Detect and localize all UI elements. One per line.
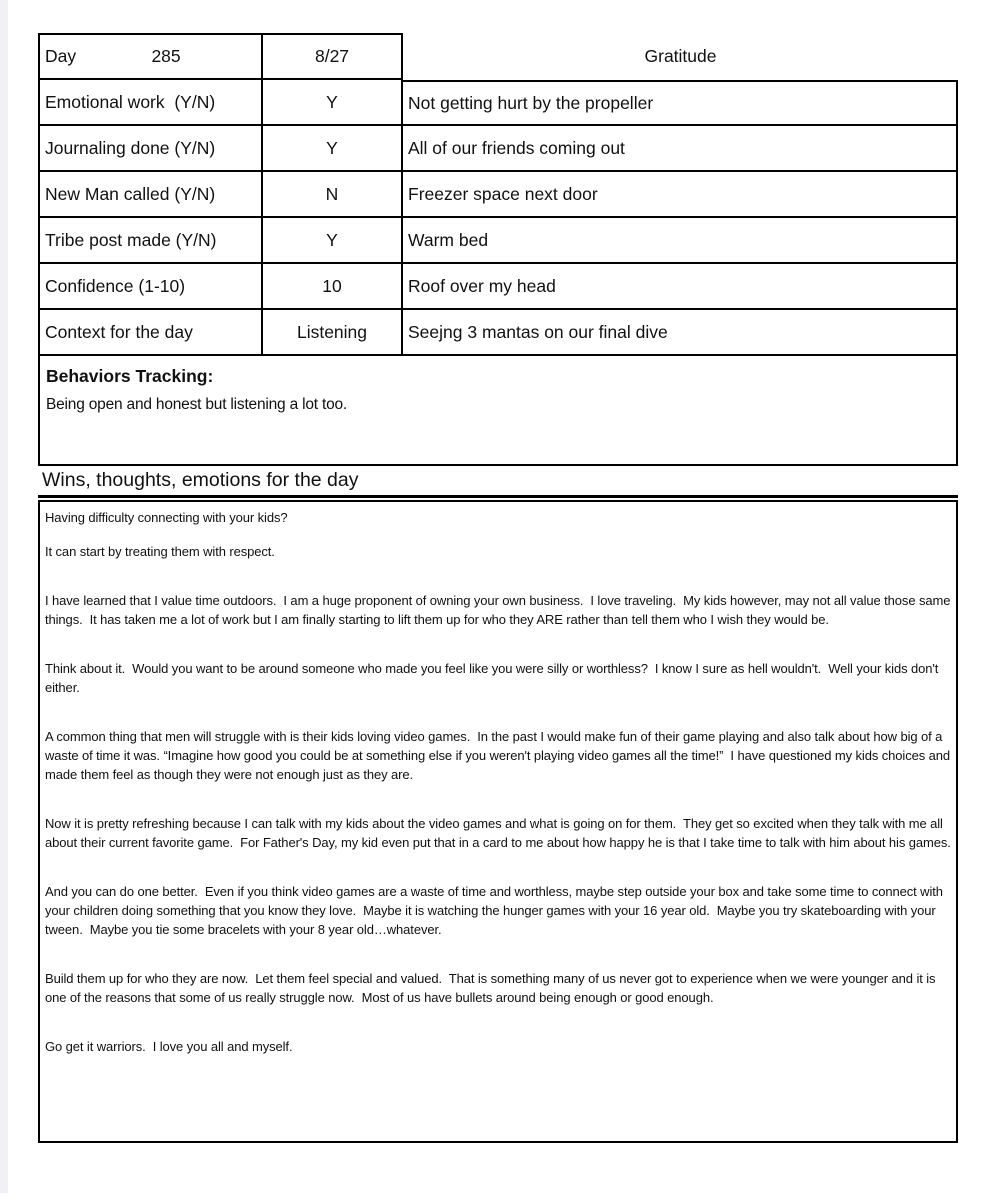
page-edge-strip [0, 0, 8, 1193]
tracker-row-value: 10 [263, 264, 403, 310]
gratitude-item: Warm bed [403, 218, 958, 264]
daily-tracker-table [38, 33, 958, 356]
tracker-row-label: Journaling done (Y/N) [38, 126, 263, 172]
wins-paragraph: I have learned that I value time outdoors. I am a huge proponent of owning your own business. I love traveling. My kids however, may not all value those same things. It has taken me a lot of work but I am finally starting to lift them up for who they ARE rather than tell them who I wish they would be. [45, 593, 954, 627]
wins-paragraph: Having difficulty connecting with your kids? [45, 510, 288, 525]
wins-paragraph: A common thing that men will struggle with is their kids loving video games. In the past I would make fun of their game playing and also talk about how big of a waste of time it was. “Imagine how good you could be at something else if you weren't playing video games all the time!” I have questioned my kids choices and made them feel as though they were not enough just as they are. [45, 729, 954, 782]
tracker-row-label: Confidence (1-10) [38, 264, 263, 310]
behaviors-title: Behaviors Tracking: [46, 366, 214, 386]
date-value: 8/27 [314, 46, 350, 67]
gratitude-item: Not getting hurt by the propeller [403, 80, 958, 126]
gratitude-title: Gratitude [644, 46, 717, 67]
tracker-row-value: Listening [263, 310, 403, 356]
wins-paragraph: It can start by treating them with respect. [45, 544, 275, 559]
tracker-row-value: Y [263, 126, 403, 172]
wins-text-box [38, 500, 958, 1143]
behaviors-text: Being open and honest but listening a lot too. [46, 396, 348, 413]
wins-paragraph: And you can do one better. Even if you think video games are a waste of time and worthless, maybe step outside your box and take some time to connect with your children doing something that you know they love. Maybe it is watching the hunger games with your 16 year old. Maybe you try skateboarding with your tween. Maybe you tie some bracelets with your 8 year old…whatever. [45, 884, 947, 937]
behaviors-box [38, 354, 958, 466]
tracker-row-value: Y [263, 218, 403, 264]
wins-paragraph: Now it is pretty refreshing because I can talk with my kids about the video games and what is going on for them. They get so excited when they talk with me all about their current favorite game. For Father's Day, my kid even put that in a card to me about how happy he is that I take time to talk with him about his games. [45, 816, 951, 850]
gratitude-header [403, 33, 958, 80]
wins-section-heading: Wins, thoughts, emotions for the day [38, 469, 958, 498]
wins-paragraph: Build them up for who they are now. Let them feel special and valued. That is something many of us never got to experience when we were younger and it is one of the reasons that some of us really struggle now. Most of us have bullets around being enough or good enough. [45, 971, 939, 1005]
tracker-row-label: New Man called (Y/N) [38, 172, 263, 218]
gratitude-item: All of our friends coming out [403, 126, 958, 172]
tracker-row-value: N [263, 172, 403, 218]
tracker-row-value: Y [263, 80, 403, 126]
day-label: Day [45, 46, 77, 67]
gratitude-item: Roof over my head [403, 264, 958, 310]
tracker-row-label: Tribe post made (Y/N) [38, 218, 263, 264]
gratitude-item: Seejng 3 mantas on our final dive [403, 310, 958, 356]
day-header-cell [38, 33, 263, 80]
date-cell [263, 33, 403, 80]
tracker-row-label: Context for the day [38, 310, 263, 356]
day-number: 285 [151, 46, 181, 67]
wins-paragraph: Think about it. Would you want to be around someone who made you feel like you were silly or worthless? I know I sure as hell wouldn't. Well your kids don't either. [45, 661, 942, 695]
wins-paragraph: Go get it warriors. I love you all and myself. [45, 1039, 293, 1054]
gratitude-item: Freezer space next door [403, 172, 958, 218]
tracker-row-label: Emotional work (Y/N) [38, 80, 263, 126]
